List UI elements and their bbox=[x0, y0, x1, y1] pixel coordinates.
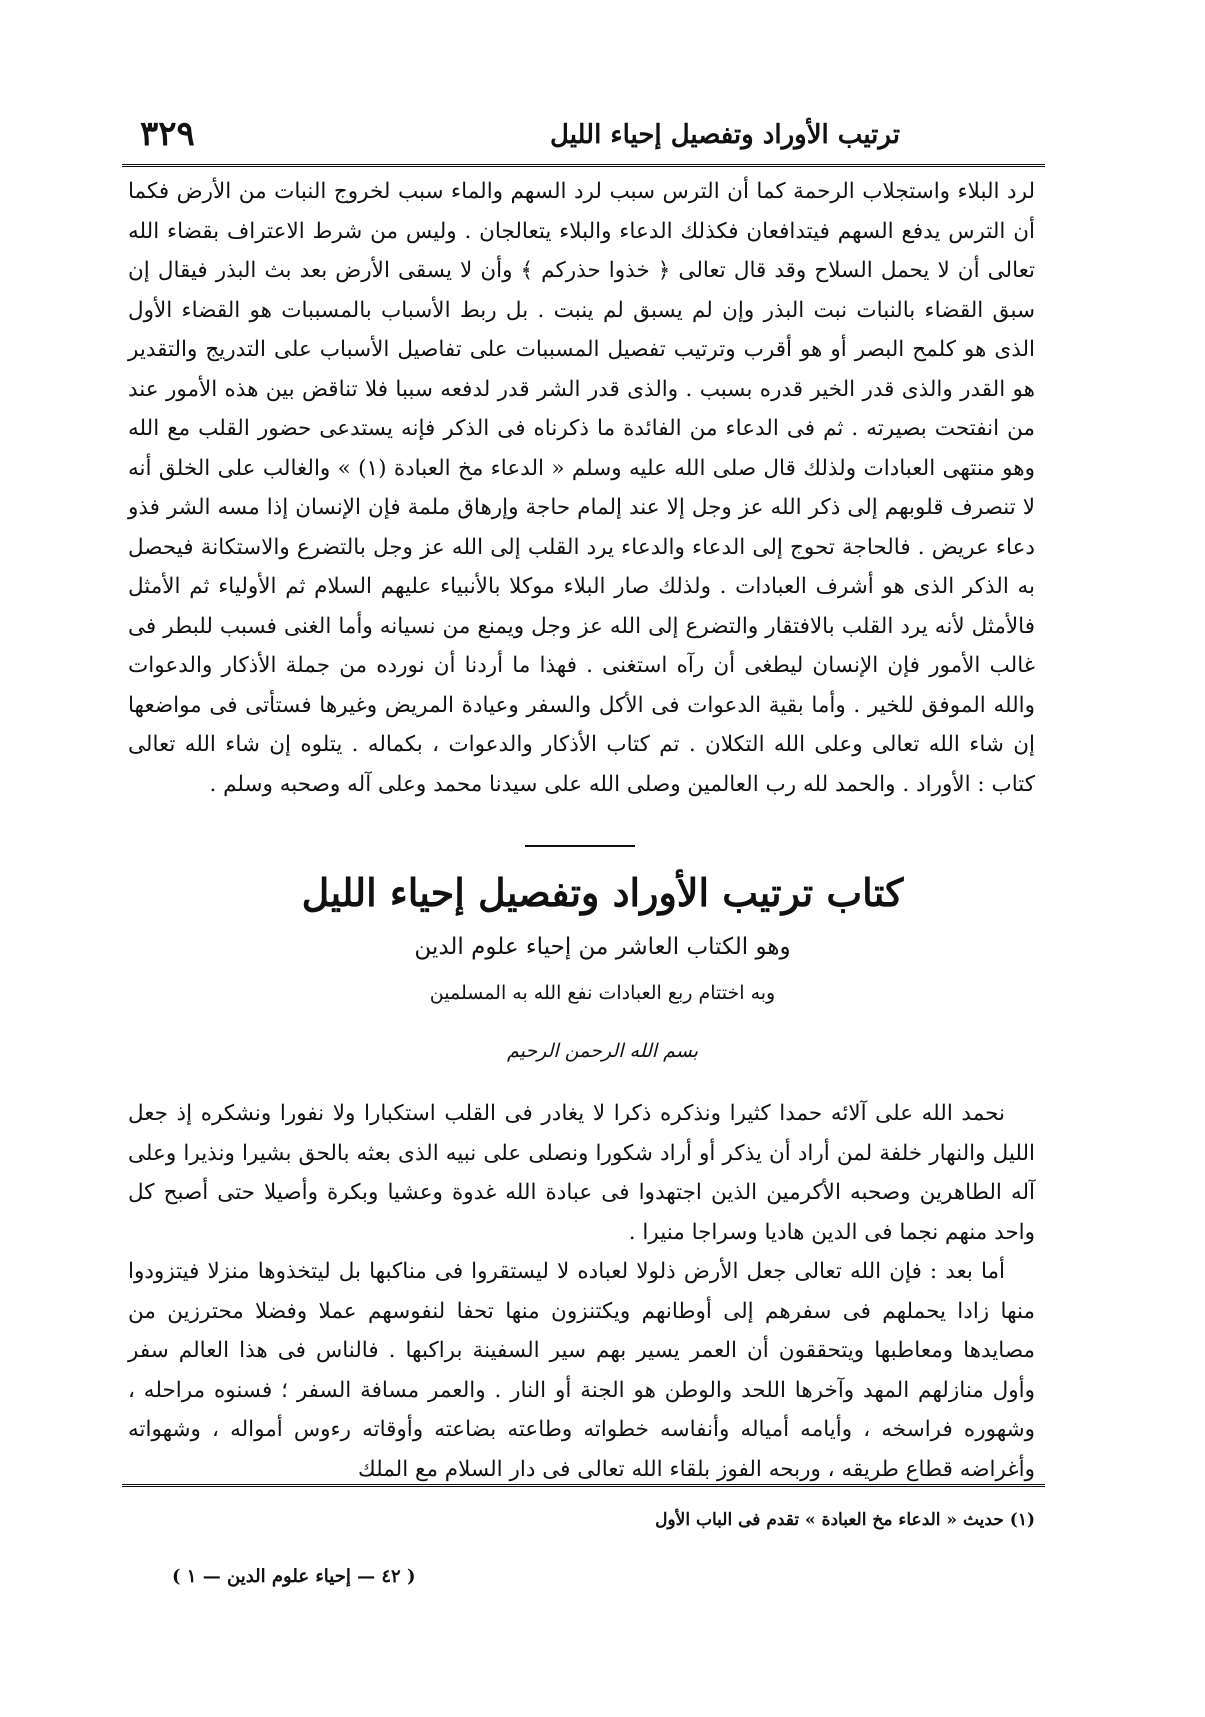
header-rule bbox=[122, 164, 1045, 167]
footnote-rule bbox=[122, 1484, 1045, 1487]
paragraph: أما بعد : فإن الله تعالى جعل الأرض ذلولا لعباده لا ليستقروا فى مناكبها بل ليتخذوها منزلا فيتزودوا منها زادا يحملهم فى سفرهم إلى أوطانهم ويكتنزون منها تحفا لنفوسهم عملا وفضلا محترزين من مصايدها ومعاطبها ويتحققون أن العمر يسير بهم سير السفينة براكبها . فالناس فى هذا العالم سفر وأول منازلهم المهد وآخرها اللحد والوطن هو الجنة أو النار . والعمر مسافة السفر ؛ فسنوه مراحله ، وشهوره فراسخه ، وأيامه أمياله وأنفاسه خطواته وطاعته بضاعته وأوقاته رءوس أمواله ، وشهواته وأغراضه قطاع طريقه ، وربحه الفوز بلقاء الله تعالى فى دار السلام مع الملك bbox=[128, 1259, 1035, 1482]
section-separator bbox=[525, 845, 635, 847]
page-header bbox=[122, 112, 1040, 162]
signature-mark: ( ٤٢ — إحياء علوم الدين — ١ ) bbox=[172, 1566, 416, 1587]
top-text-block bbox=[128, 172, 1035, 804]
running-title: ترتيب الأوراد وتفصيل إحياء الليل bbox=[550, 120, 900, 150]
book-subtitle: وهو الكتاب العاشر من إحياء علوم الدين bbox=[414, 934, 791, 960]
footnote: (١) حديث « الدعاء مخ العبادة » تقدم فى الباب الأول bbox=[655, 1510, 1035, 1530]
page-number: ٣٢٩ bbox=[140, 114, 195, 154]
paragraph: لرد البلاء واستجلاب الرحمة كما أن الترس سبب لرد السهم والماء سبب لخروج النبات من الأرض فكما أن الترس يدفع السهم فيتدافعان فكذلك الدعاء والبلاء يتعالجان . وليس من شرط الاعتراف بقضاء الله تعالى أن لا يحمل السلاح وقد قال تعالى ﴿ خذوا حذركم ﴾ وأن لا يسقى الأرض بعد بث البذر فيقال إن سبق القضاء بالنبات نبت البذر وإن لم يسبق لم ينبت . بل ربط الأسباب بالمسببات هو القضاء الأول الذى هو كلمح البصر أو هو أقرب وترتيب تفصيل المسببات على تفاصيل الأسباب على التدريج والتقدير هو القدر والذى قدر الخير قدره بسبب . والذى قدر الشر قدر لدفعه سببا فلا تناقض بين هذه الأمور عند من انفتحت بصيرته . ثم فى الدعاء من الفائدة ما ذكرناه فى الذكر فإنه يستدعى حضور القلب مع الله وهو منتهى العبادات ولذلك قال صلى الله عليه وسلم « الدعاء مخ العبادة (١) » والغالب على الخلق أنه لا تنصرف قلوبهم إلى ذكر الله عز وجل إلا عند إلمام حاجة وإرهاق ملمة فإن الإنسان إذا مسه الشر فذو دعاء عريض . فالحاجة تحوج إلى الدعاء والدعاء يرد القلب إلى الله عز وجل بالتضرع والاستكانة فيحصل به الذكر الذى هو أشرف العبادات . ولذلك صار البلاء موكلا بالأنبياء عليهم السلام ثم الأولياء ثم الأمثل فالأمثل لأنه يرد القلب بالافتقار والتضرع إلى الله عز وجل ويمنع من نسيانه وأما الغنى فسبب للبطر فى غالب الأمور فإن الإنسان ليطغى أن رآه استغنى . فهذا ما أردنا أن نورده من جملة الأذكار والدعوات والله الموفق للخير . وأما بقية الدعوات فى الأكل والسفر وعيادة المريض وغيرها فستأتى فى مواضعها إن شاء الله تعالى وعلى الله التكلان . تم كتاب الأذكار والدعوات ، بكماله . يتلوه إن شاء الله تعالى كتاب : الأوراد . والحمد لله رب العالمين وصلى الله على سيدنا محمد وعلى آله وصحبه وسلم . bbox=[128, 179, 1036, 797]
paragraph: نحمد الله على آلائه حمدا كثيرا ونذكره ذكرا لا يغادر فى القلب استكبارا ولا نفورا ونشكره إذ جعل الليل والنهار خلفة لمن أراد أن يذكر أو أراد شكورا ونصلى على نبيه الذى بعثه بالحق بشيرا ونذيرا وعلى آله الطاهرين وصحبه الأكرمين الذين اجتهدوا فى عبادة الله غدوة وعشيا وبكرة وأصيلا حتى أصبح كل واحد منهم نجما فى الدين هاديا وسراجا منيرا . bbox=[128, 1101, 1035, 1245]
basmala: بسم الله الرحمن الرحيم bbox=[507, 1040, 698, 1062]
book-subtitle-secondary: وبه اختتام ربع العبادات نفع الله به المسلمين bbox=[429, 982, 776, 1004]
book-title: كتاب ترتيب الأوراد وتفصيل إحياء الليل bbox=[301, 870, 904, 915]
body-text-block bbox=[128, 1094, 1035, 1489]
